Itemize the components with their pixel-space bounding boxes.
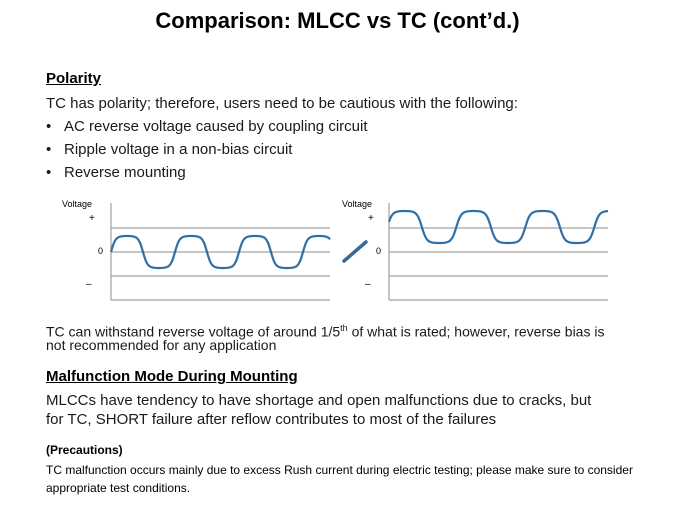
left-voltage-label: Voltage — [62, 199, 93, 209]
note-superscript: th — [340, 323, 348, 333]
left-waveform-diagram — [111, 203, 330, 300]
left-plus-label: + — [89, 213, 95, 224]
malfunction-heading: Malfunction Mode During Mounting — [46, 368, 298, 385]
bullet-dot: • — [46, 141, 52, 158]
bullet-text: Reverse mounting — [64, 164, 186, 181]
polarity-intro: TC has polarity; therefore, users need to be cautious with the following: — [46, 95, 518, 112]
bullet-text: Ripple voltage in a non-bias circuit — [64, 141, 293, 158]
left-zero-label: 0 — [98, 246, 104, 256]
bullet-text: AC reverse voltage caused by coupling circuit — [64, 118, 368, 135]
right-minus-label: – — [365, 279, 371, 290]
bullet-dot: • — [46, 118, 52, 135]
precautions-text: TC malfunction occurs mainly due to excess Rush current during electric testing; please make sure to consider appropriate test conditions. — [46, 463, 633, 495]
right-waveform-diagram — [389, 203, 608, 300]
bullet-dot: • — [46, 164, 52, 181]
right-zero-label: 0 — [376, 246, 382, 256]
malfunction-line1: MLCCs have tendency to have shortage and open malfunctions due to cracks, but — [46, 392, 592, 409]
precautions-heading: (Precautions) — [46, 443, 123, 457]
right-waveform — [389, 211, 608, 243]
right-plus-label: + — [368, 213, 374, 224]
polarity-heading: Polarity — [46, 70, 102, 87]
transition-arrow — [344, 242, 366, 261]
malfunction-line2: for TC, SHORT failure after reflow contributes to most of the failures — [46, 411, 497, 428]
note-text-part: of what is rated; however, reverse bias is — [347, 323, 605, 340]
reverse-voltage-note-line2: not recommended for any application — [46, 337, 277, 353]
left-minus-label: – — [86, 279, 92, 290]
page-title: Comparison: MLCC vs TC (cont’d.) — [155, 8, 520, 33]
right-voltage-label: Voltage — [342, 199, 373, 209]
note-text-part: TC can withstand reverse voltage of around 1/5 — [46, 323, 341, 340]
